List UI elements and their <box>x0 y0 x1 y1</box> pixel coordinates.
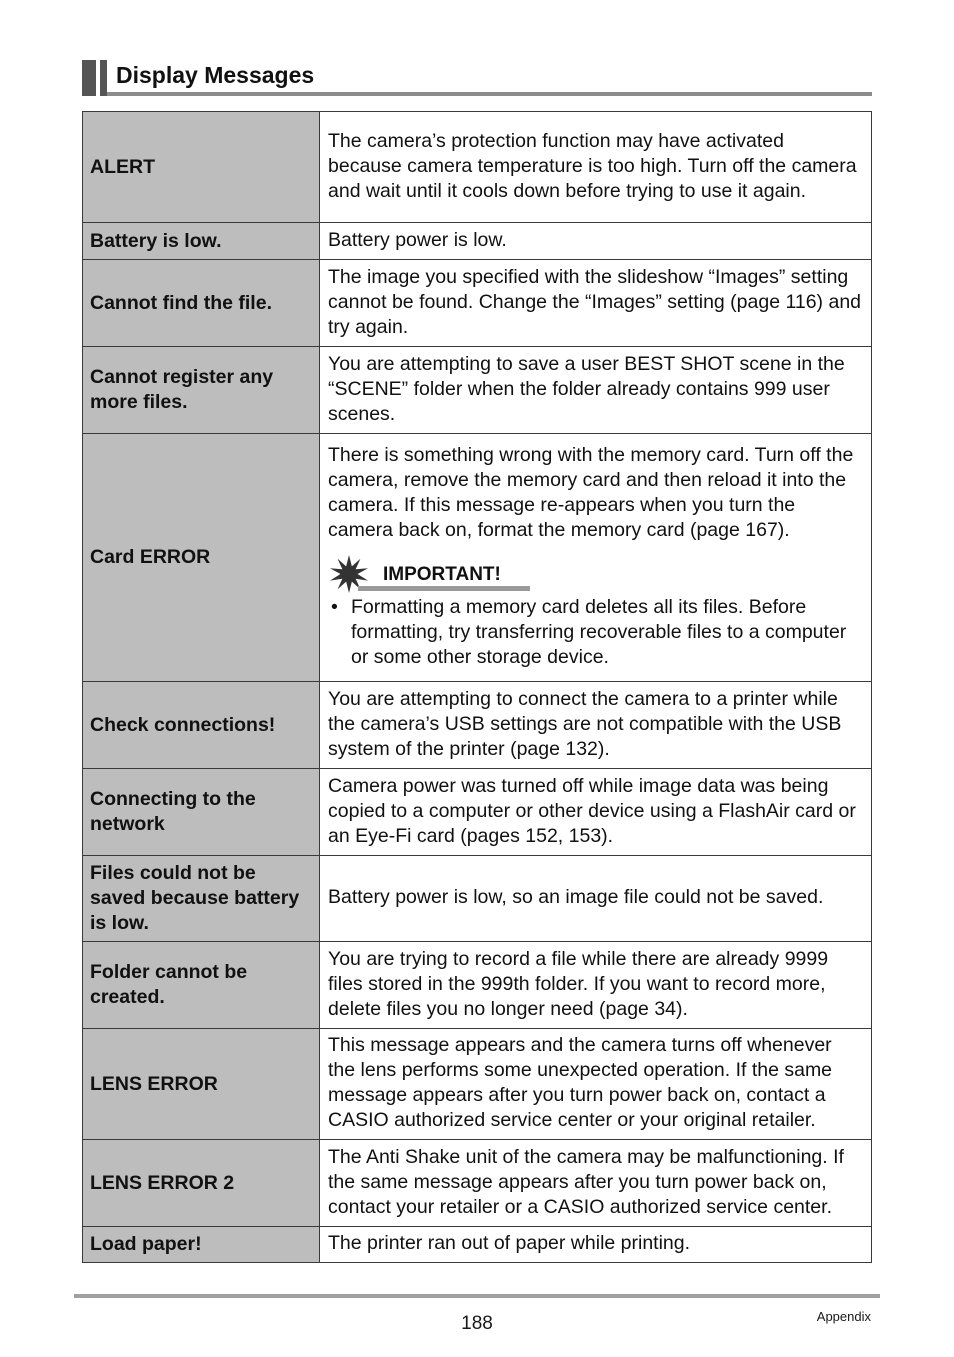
table-row <box>83 856 872 942</box>
message-name: Cannot find the file. <box>83 260 320 347</box>
footer-divider <box>74 1294 880 1298</box>
table-row <box>83 942 872 1029</box>
message-name: Files could not be saved because battery is low. <box>83 856 320 942</box>
message-description: You are attempting to save a user BEST SHOT scene in the “SCENE” folder when the folder already contains 999 user scenes. <box>320 347 872 434</box>
card-error-description: There is something wrong with the memory card. Turn off the camera, remove the memory card and then reload it into the camera. If this message re-appears when you turn the camera back on, format the memory card (page 167). <box>328 444 854 541</box>
message-name: Folder cannot be created. <box>83 942 320 1029</box>
message-name: Cannot register any more files. <box>83 347 320 434</box>
table-row <box>83 434 872 682</box>
table-row <box>83 112 872 223</box>
message-name: Load paper! <box>83 1227 320 1263</box>
important-label: IMPORTANT! <box>383 564 501 585</box>
message-description: Battery power is low. <box>320 223 872 260</box>
message-description: This message appears and the camera turns off whenever the lens performs some unexpected operation. If the same message appears after you turn power back on, contact a CASIO authorized service center or your original retailer. <box>320 1029 872 1140</box>
heading-bar-marker <box>82 60 96 96</box>
bullet-dot: • <box>331 596 338 618</box>
table-row <box>83 682 872 769</box>
table-row <box>83 769 872 856</box>
message-name: Card ERROR <box>83 434 320 682</box>
important-bullet-text: Formatting a memory card deletes all its files. Before formatting, try transferring recoverable files to a computer or some other storage device. <box>351 596 847 668</box>
message-name: LENS ERROR 2 <box>83 1140 320 1227</box>
table-row <box>83 347 872 434</box>
heading-underline <box>107 92 872 96</box>
table-row <box>83 223 872 260</box>
page-number: 188 <box>461 1313 493 1334</box>
table-row <box>83 260 872 347</box>
section-heading <box>82 60 872 98</box>
table-row <box>83 1029 872 1140</box>
display-messages-table <box>82 111 872 1263</box>
message-description: You are trying to record a file while there are already 9999 files stored in the 999th folder. If you want to record more, delete files you no longer need (page 34). <box>320 942 872 1029</box>
table-row <box>83 1140 872 1227</box>
message-name: LENS ERROR <box>83 1029 320 1140</box>
important-note-header <box>328 555 863 595</box>
heading-bar-marker-thin <box>100 60 107 96</box>
message-name: Check connections! <box>83 682 320 769</box>
message-description: The Anti Shake unit of the camera may be malfunctioning. If the same message appears after you turn power back on, contact your retailer or a CASIO authorized service center. <box>320 1140 872 1227</box>
message-name: Connecting to the network <box>83 769 320 856</box>
section-label: Appendix <box>816 1309 871 1324</box>
table-row <box>83 1227 872 1263</box>
message-description: The image you specified with the slideshow “Images” setting cannot be found. Change the “Images” setting (page 116) and try again. <box>320 260 872 347</box>
message-description: You are attempting to connect the camera to a printer while the camera’s USB settings are not compatible with the USB system of the printer (page 132). <box>320 682 872 769</box>
message-name: Battery is low. <box>83 223 320 260</box>
message-description: The camera’s protection function may have activated because camera temperature is too high. Turn off the camera and wait until it cools down before trying to use it again. <box>320 112 872 223</box>
message-name: ALERT <box>83 112 320 223</box>
page-title: Display Messages <box>116 62 315 88</box>
message-description: Camera power was turned off while image data was being copied to a computer or other device using a FlashAir card or an Eye-Fi card (pages 152, 153). <box>320 769 872 856</box>
message-description <box>320 434 872 682</box>
important-bullet <box>328 595 863 670</box>
message-description: Battery power is low, so an image file could not be saved. <box>320 856 872 942</box>
message-description: The printer ran out of paper while printing. <box>320 1227 872 1263</box>
